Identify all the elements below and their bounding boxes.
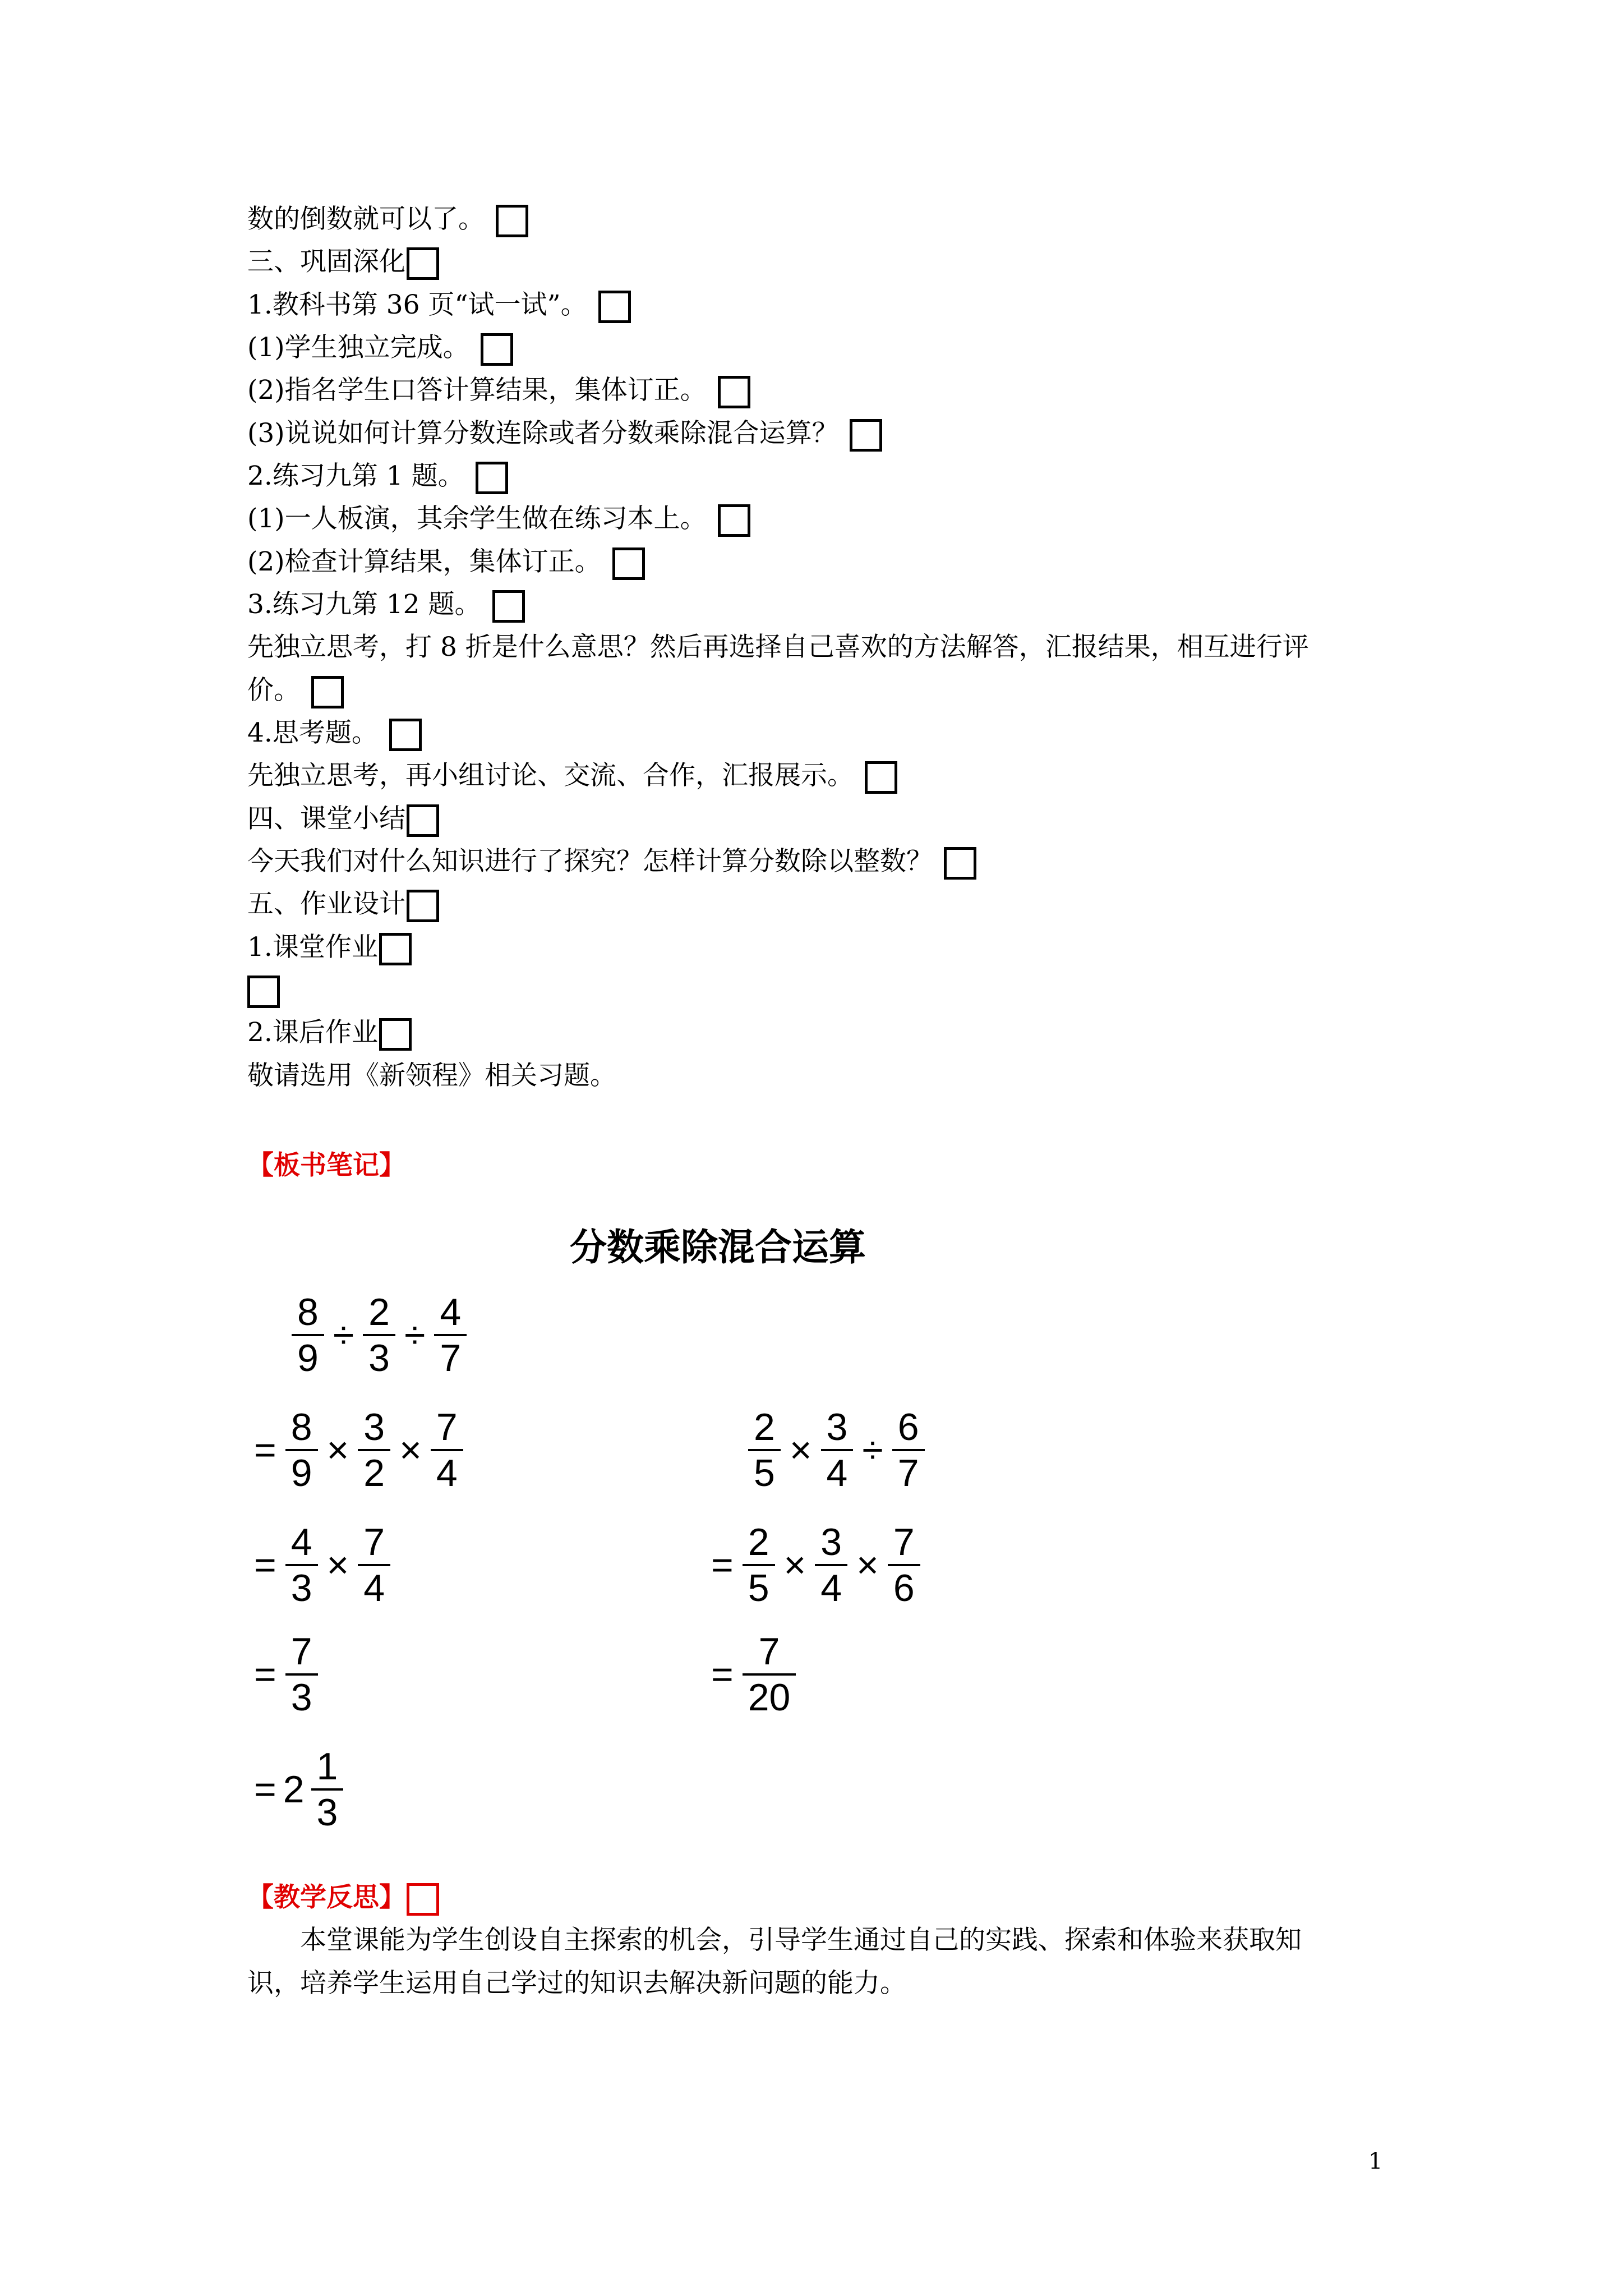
left-row-4 [254,1630,320,1719]
text-line: (2)指名学生口答计算结果，集体订正。 [247,369,750,412]
checkbox[interactable] [496,205,528,237]
fraction: $\frac{6}{7}$ [892,1405,925,1495]
reflection-heading: 【教学反思】 [247,1876,439,1919]
section-heading-4: 四、课堂小结 [247,798,439,840]
text-line: 4.思考题。 [247,712,422,754]
fraction: $\frac{7}{4}$ [431,1405,463,1495]
times-sign: × [789,1429,812,1471]
fraction: $\frac{3}{4}$ [815,1520,847,1610]
right-row-3 [711,1630,798,1719]
fraction: $\frac{3}{4}$ [821,1405,854,1495]
reflection-line-2: 识，培养学生运用自己学过的知识去解决新问题的能力。 [247,1968,906,1999]
text-line: (3)说说如何计算分数连除或者分数乘除混合运算？ [247,412,882,455]
fraction: $\frac{8}{9}$ [285,1405,318,1495]
fraction: $\frac{4}{7}$ [434,1290,467,1380]
checkbox[interactable] [247,976,280,1008]
checkbox[interactable] [944,847,976,880]
text-line: 敬请选用《新领程》相关习题。 [247,1060,616,1091]
text-line: 1.教科书第 36 页“试一试”。 [247,284,631,326]
equals-sign: = [254,1653,276,1696]
text-line: 2.练习九第 1 题。 [247,455,508,498]
text-line: 3.练习九第 12 题。 [247,583,525,626]
checkbox[interactable] [379,933,412,965]
fraction: $\frac{1}{3}$ [311,1745,344,1834]
fraction: $\frac{2}{3}$ [363,1290,395,1380]
fraction: $\frac{7}{3}$ [285,1630,318,1719]
checkbox[interactable] [389,719,422,751]
checkbox[interactable] [407,1883,439,1916]
checkbox[interactable] [718,376,750,408]
times-sign: × [399,1429,422,1471]
reflection-line-1: 本堂课能为学生创设自主探索的机会，引导学生通过自己的实践、探索和体验来获取知 [300,1925,1302,1955]
equals-sign: = [254,1429,276,1471]
section-heading-5: 五、作业设计 [247,883,439,926]
checkbox[interactable] [718,504,750,537]
section-heading-3: 三、巩固深化 [247,241,439,283]
fraction: $\frac{7}{6}$ [888,1520,920,1610]
checkbox[interactable] [311,676,344,708]
board-notes-heading: 【板书笔记】 [247,1150,405,1181]
fraction: $\frac{2}{5}$ [748,1405,781,1495]
checkbox[interactable] [407,804,439,837]
checkbox[interactable] [598,291,631,323]
text-line: 2.课后作业 [247,1011,412,1054]
right-row-2 [711,1520,923,1610]
fraction: $\frac{8}{9}$ [292,1290,324,1380]
divide-sign: ÷ [862,1429,883,1471]
text-line: 今天我们对什么知识进行了探究？怎样计算分数除以整数？ [247,840,976,883]
text-line: 1.课堂作业 [247,926,412,969]
fraction: $\frac{7}{20}$ [743,1630,796,1719]
text-line: (1)一人板演，其余学生做在练习本上。 [247,498,750,540]
mixed-number-whole: 2 [283,1768,305,1811]
left-row-3 [254,1520,393,1610]
times-sign: × [326,1544,349,1586]
equals-sign: = [711,1544,734,1586]
text-line: (2)检查计算结果，集体订正。 [247,541,645,583]
equals-sign: = [254,1544,276,1586]
fraction: $\frac{2}{5}$ [743,1520,775,1610]
checkbox[interactable] [481,333,513,366]
checkbox[interactable] [850,419,882,452]
checkbox[interactable] [379,1018,412,1051]
fraction: $\frac{7}{4}$ [358,1520,390,1610]
fraction: $\frac{4}{3}$ [285,1520,318,1610]
divide-sign: ÷ [404,1314,426,1356]
left-row-2 [254,1405,465,1495]
text-line: (1)学生独立完成。 [247,326,513,369]
right-row-1 [746,1405,927,1495]
page-number: 1 [1368,2148,1383,2174]
fraction: $\frac{3}{2}$ [358,1405,390,1495]
checkbox[interactable] [476,462,508,494]
times-sign: × [783,1544,806,1586]
empty-checkbox-line [247,969,280,1011]
checkbox[interactable] [407,890,439,922]
equals-sign: = [711,1653,734,1696]
divide-sign: ÷ [333,1314,354,1356]
checkbox[interactable] [612,547,645,580]
checkbox[interactable] [492,590,525,623]
times-sign: × [856,1544,879,1586]
left-row-5 [254,1745,345,1834]
equals-sign: = [254,1768,276,1811]
times-sign: × [326,1429,349,1471]
checkbox[interactable] [407,247,439,280]
text-line: 先独立思考，再小组讨论、交流、合作，汇报展示。 [247,754,897,797]
text-line: 先独立思考，打 8 折是什么意思？然后再选择自己喜欢的方法解答，汇报结果，相互进行评 [247,632,1309,662]
checkbox[interactable] [865,761,897,794]
text-line: 数的倒数就可以了。 [247,198,528,241]
text-line: 价。 [247,669,344,712]
board-title: 分数乘除混合运算 [570,1226,866,1269]
left-row-1 [289,1290,469,1380]
